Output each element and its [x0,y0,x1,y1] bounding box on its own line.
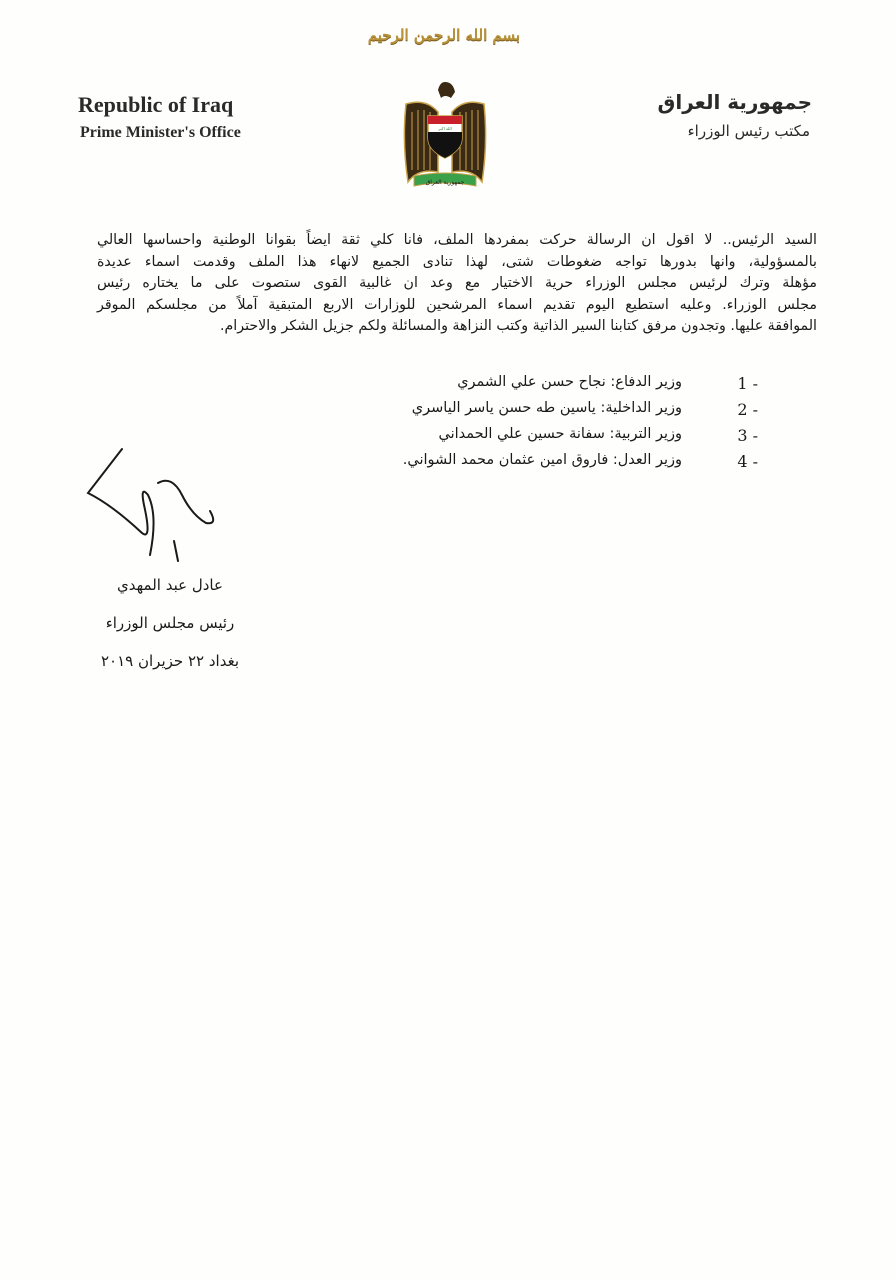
emblem-banner-text: جمهورية العراق [425,179,465,186]
body-line: مؤهلة وترك لرئيس مجلس الوزراء حرية الاختيار مع وعد ان غالبية القوى ستصوت على ما يختاره رئيس [97,275,817,291]
item-number: 4 - [737,452,758,471]
body-line: مجلس الوزراء. وعليه استطيع اليوم تقديم اسماء المرشحين للوزارات الاربع المتبقية آملاً من مجلسكم الموقر [97,296,817,313]
signatory-name: عادل عبد المهدي [117,576,223,594]
list-item [360,426,770,452]
item-text: وزير العدل: فاروق امين عثمان محمد الشواني. [402,452,682,468]
letterhead-en-subtitle: Prime Minister's Office [80,124,241,141]
item-text: وزير الداخلية: ياسين طه حسن ياسر الياسري [411,400,682,416]
handwritten-signature [82,445,232,570]
iraq-eagle-emblem [400,78,490,194]
body-line: بالمسؤولية، وانها بدورها تواجه ضغوطات شتى، لهذا تنادى الجميع لانهاء هذا الملف وقدمت اسماء عديدة [97,253,817,270]
letterhead-ar-title: جمهورية العراق [657,90,812,114]
item-text: وزير التربية: سفانة حسين علي الحمداني [438,426,682,442]
letter-body [97,232,817,340]
item-text: وزير الدفاع: نجاح حسن علي الشمري [457,374,682,390]
place-date: بغداد ٢٢ حزيران ٢٠١٩ [101,652,239,670]
letterhead-ar-subtitle: مكتب رئيس الوزراء [687,122,810,140]
nominee-list [360,374,770,478]
body-line: السيد الرئيس.. لا اقول ان الرسالة حركت بمفردها الملف، فانا كلي ثقة ايضاً بقوانا الوطنية واحساسها العالي [97,232,817,248]
letterhead-en-title: Republic of Iraq [78,92,234,117]
signatory-title: رئيس مجلس الوزراء [105,614,235,632]
item-number: 2 - [737,400,758,419]
basmala-calligraphy: بسم الله الرحمن الرحيم [367,26,520,44]
list-item [360,374,770,400]
list-item [360,400,770,426]
item-number: 1 - [737,374,758,393]
flag-text: الله اكبر [438,126,452,131]
list-item [360,452,770,478]
item-number: 3 - [737,426,758,445]
body-line: الموافقة عليها. وتجدون مرفق كتابنا السير الذاتية وكتب النزاهة والمسائلة ولكم جزيل الشكر والاحترام. [220,318,817,334]
signature-block [80,576,260,690]
